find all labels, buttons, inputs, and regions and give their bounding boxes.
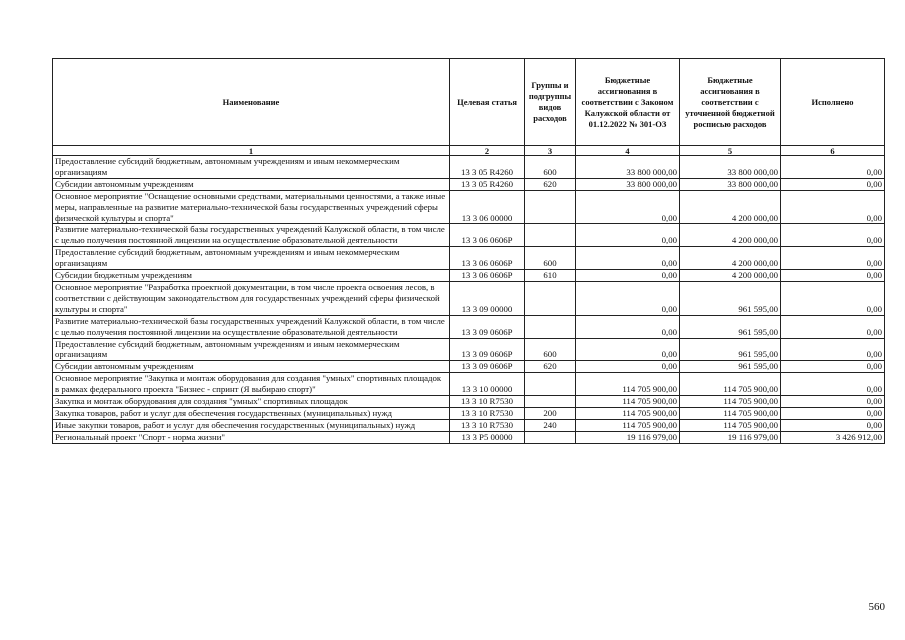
row-budget-law: 0,00: [576, 224, 680, 247]
row-budget-law: 114 705 900,00: [576, 407, 680, 419]
row-executed: 0,00: [781, 270, 885, 282]
row-budget-law: 33 800 000,00: [576, 156, 680, 179]
column-number: 2: [450, 146, 525, 156]
row-target-article: 13 3 10 R7530: [450, 419, 525, 431]
row-target-article: 13 3 05 R4260: [450, 178, 525, 190]
column-number: 4: [576, 146, 680, 156]
table-row: [53, 224, 885, 247]
row-expense-group: 200: [525, 407, 576, 419]
row-target-article: 13 3 10 R7530: [450, 407, 525, 419]
row-name: Закупка и монтаж оборудования для создания "умных" спортивных площадок: [53, 396, 450, 408]
row-target-article: 13 3 09 0606P: [450, 338, 525, 361]
column-number: 1: [53, 146, 450, 156]
row-name: Иные закупки товаров, работ и услуг для обеспечения государственных (муниципальных) нужд: [53, 419, 450, 431]
row-expense-group: [525, 373, 576, 396]
row-budget-law: 114 705 900,00: [576, 373, 680, 396]
row-budget-law: 0,00: [576, 270, 680, 282]
row-executed: 0,00: [781, 281, 885, 315]
row-expense-group: 600: [525, 156, 576, 179]
row-name: Субсидии бюджетным учреждениям: [53, 270, 450, 282]
row-budget-revised: 114 705 900,00: [680, 373, 781, 396]
row-name: Субсидии автономным учреждениям: [53, 361, 450, 373]
column-number: 3: [525, 146, 576, 156]
row-budget-law: 114 705 900,00: [576, 419, 680, 431]
row-budget-revised: 4 200 000,00: [680, 247, 781, 270]
table-row: [53, 373, 885, 396]
row-budget-law: 0,00: [576, 361, 680, 373]
row-budget-revised: 19 116 979,00: [680, 431, 781, 443]
row-expense-group: 610: [525, 270, 576, 282]
row-executed: 0,00: [781, 315, 885, 338]
row-budget-revised: 961 595,00: [680, 338, 781, 361]
row-name: Предоставление субсидий бюджетным, автономным учреждениям и иным некоммерческим организациям: [53, 338, 450, 361]
table-row: [53, 247, 885, 270]
row-budget-law: 114 705 900,00: [576, 396, 680, 408]
header-executed: Исполнено: [781, 59, 885, 146]
row-executed: 0,00: [781, 361, 885, 373]
row-budget-law: 33 800 000,00: [576, 178, 680, 190]
row-target-article: 13 3 09 0606P: [450, 315, 525, 338]
row-budget-revised: 961 595,00: [680, 315, 781, 338]
row-name: Основное мероприятие "Разработка проектной документации, в том числе проекта освоения лесов, в соответствии с действующим законодательством для государственных учреждений сферы физической культуры и спорта": [53, 281, 450, 315]
row-expense-group: 600: [525, 338, 576, 361]
table-row: [53, 281, 885, 315]
row-budget-law: 0,00: [576, 247, 680, 270]
row-executed: 0,00: [781, 224, 885, 247]
row-executed: 0,00: [781, 338, 885, 361]
table-row: [53, 270, 885, 282]
row-target-article: 13 3 P5 00000: [450, 431, 525, 443]
row-budget-law: 0,00: [576, 281, 680, 315]
row-budget-revised: 961 595,00: [680, 361, 781, 373]
row-target-article: 13 3 06 0606P: [450, 270, 525, 282]
table-row: [53, 419, 885, 431]
row-expense-group: [525, 396, 576, 408]
header-target-article: Целевая статья: [450, 59, 525, 146]
row-executed: 0,00: [781, 178, 885, 190]
row-target-article: 13 3 06 00000: [450, 190, 525, 224]
table-header-row: [53, 59, 885, 146]
row-budget-law: 0,00: [576, 338, 680, 361]
row-name: Основное мероприятие "Оснащение основными средствами, материальными ценностями, а также иные меры, направленные на развитие материально-технической базы государственных учреждений сферы физической культуры и спорта": [53, 190, 450, 224]
table-row: [53, 338, 885, 361]
table-row: [53, 178, 885, 190]
row-executed: 0,00: [781, 407, 885, 419]
row-budget-revised: 4 200 000,00: [680, 270, 781, 282]
table-row: [53, 361, 885, 373]
header-budget-revised: Бюджетные ассигнования в соответствии с уточненной бюджетной росписью расходов: [680, 59, 781, 146]
table-row: [53, 156, 885, 179]
row-expense-group: [525, 224, 576, 247]
row-executed: 0,00: [781, 190, 885, 224]
row-name: Основное мероприятие "Закупка и монтаж оборудования для создания "умных" спортивных площадок в рамках федерального проекта "Бизнес - спринт (Я выбираю спорт)": [53, 373, 450, 396]
row-expense-group: [525, 315, 576, 338]
row-name: Развитие материально-технической базы государственных учреждений Калужской области, в том числе с целью получения постоянной лицензии на осуществление образовательной деятельности: [53, 315, 450, 338]
row-executed: 0,00: [781, 419, 885, 431]
column-number: 5: [680, 146, 781, 156]
row-executed: 0,00: [781, 396, 885, 408]
row-target-article: 13 3 10 R7530: [450, 396, 525, 408]
row-executed: 0,00: [781, 373, 885, 396]
row-target-article: 13 3 10 00000: [450, 373, 525, 396]
row-name: Субсидии автономным учреждениям: [53, 178, 450, 190]
row-budget-revised: 114 705 900,00: [680, 407, 781, 419]
header-budget-law: Бюджетные ассигнования в соответствии с Законом Калужской области от 01.12.2022 № 301-ОЗ: [576, 59, 680, 146]
row-executed: 3 426 912,00: [781, 431, 885, 443]
budget-table-sheet: [52, 58, 884, 444]
row-budget-law: 0,00: [576, 315, 680, 338]
row-target-article: 13 3 05 R4260: [450, 156, 525, 179]
row-executed: 0,00: [781, 247, 885, 270]
row-expense-group: [525, 281, 576, 315]
table-row: [53, 396, 885, 408]
table-row: [53, 190, 885, 224]
row-executed: 0,00: [781, 156, 885, 179]
row-name: Предоставление субсидий бюджетным, автономным учреждениям и иным некоммерческим организациям: [53, 247, 450, 270]
row-name: Развитие материально-технической базы государственных учреждений Калужской области, в том числе с целью получения постоянной лицензии на осуществление образовательной деятельности: [53, 224, 450, 247]
row-target-article: 13 3 06 0606P: [450, 224, 525, 247]
row-budget-law: 19 116 979,00: [576, 431, 680, 443]
row-expense-group: 600: [525, 247, 576, 270]
header-expense-groups: Группы и подгруппы видов расходов: [525, 59, 576, 146]
budget-table: [52, 58, 885, 444]
row-name: Предоставление субсидий бюджетным, автономным учреждениям и иным некоммерческим организациям: [53, 156, 450, 179]
row-expense-group: [525, 431, 576, 443]
row-budget-revised: 33 800 000,00: [680, 156, 781, 179]
row-target-article: 13 3 06 0606P: [450, 247, 525, 270]
row-budget-revised: 114 705 900,00: [680, 419, 781, 431]
page-number: 560: [868, 601, 885, 613]
row-budget-revised: 114 705 900,00: [680, 396, 781, 408]
row-expense-group: [525, 190, 576, 224]
row-name: Региональный проект "Спорт - норма жизни": [53, 431, 450, 443]
row-target-article: 13 3 09 00000: [450, 281, 525, 315]
row-expense-group: 240: [525, 419, 576, 431]
row-budget-law: 0,00: [576, 190, 680, 224]
table-row: [53, 407, 885, 419]
table-row: [53, 315, 885, 338]
row-expense-group: 620: [525, 361, 576, 373]
table-row: [53, 431, 885, 443]
column-number-row: [53, 146, 885, 156]
row-name: Закупка товаров, работ и услуг для обеспечения государственных (муниципальных) нужд: [53, 407, 450, 419]
column-number: 6: [781, 146, 885, 156]
row-target-article: 13 3 09 0606P: [450, 361, 525, 373]
row-budget-revised: 33 800 000,00: [680, 178, 781, 190]
row-budget-revised: 4 200 000,00: [680, 190, 781, 224]
row-budget-revised: 4 200 000,00: [680, 224, 781, 247]
row-expense-group: 620: [525, 178, 576, 190]
row-budget-revised: 961 595,00: [680, 281, 781, 315]
header-name: Наименование: [53, 59, 450, 146]
